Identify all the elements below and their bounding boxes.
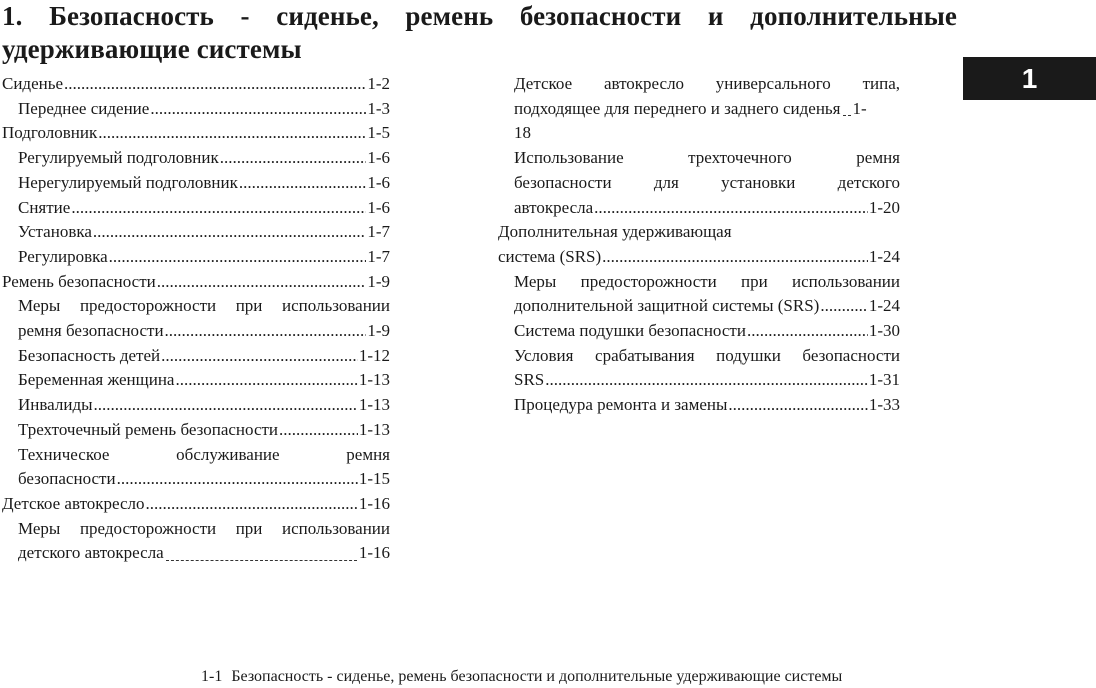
page-footer	[201, 666, 842, 688]
toc-entry-label: Трехточечный ремень безопасности	[18, 419, 279, 439]
toc-entry[interactable]	[2, 393, 390, 418]
toc-right-column	[498, 72, 900, 418]
toc-entry[interactable]	[2, 245, 390, 270]
toc-entry-page: 1-9	[367, 271, 390, 291]
toc-entry-label: автокресла	[514, 197, 594, 217]
toc-entry-page: 1-13	[358, 370, 390, 390]
toc-entry[interactable]	[2, 517, 390, 566]
toc-entry-line: Меры предосторожности при использовании	[514, 271, 900, 291]
toc-entry[interactable]	[498, 319, 900, 344]
toc-left-column	[2, 72, 390, 566]
toc-entry-line: Использование трехточечного ремня	[514, 148, 900, 168]
toc-entry[interactable]	[2, 270, 390, 295]
toc-entry[interactable]	[498, 270, 900, 319]
toc-entry-label: система (SRS)	[498, 246, 602, 266]
toc-entry-page: 1-6	[367, 197, 390, 217]
toc-entry[interactable]	[2, 492, 390, 517]
toc-entry[interactable]	[2, 443, 390, 492]
toc-entry-page: 1-7	[367, 246, 390, 266]
toc-entry-label: Инвалиды	[18, 395, 93, 415]
toc-entry[interactable]	[2, 418, 390, 443]
toc-entry-page: 1-6	[367, 172, 390, 192]
toc-entry-page-cont: 18	[514, 123, 531, 143]
footer-running-title: Безопасность - сиденье, ремень безопасности и дополнительные удерживающие системы	[231, 668, 843, 685]
toc-entry-line: Меры предосторожности при использовании	[18, 518, 390, 538]
toc-entry[interactable]	[2, 220, 390, 245]
toc-entry-label: подходящее для переднего и заднего сиденья	[514, 98, 841, 118]
toc-entry-label: Регулируемый подголовник	[18, 148, 219, 168]
toc-entry-page: 1-7	[367, 222, 390, 242]
toc-entry-label: безопасности	[18, 469, 116, 489]
toc-entry[interactable]	[2, 171, 390, 196]
toc-entry[interactable]	[2, 294, 390, 343]
toc-entry[interactable]	[2, 344, 390, 369]
toc-entry-label: Снятие	[18, 197, 71, 217]
toc-entry-label: Беременная женщина	[18, 370, 175, 390]
toc-entry[interactable]	[2, 196, 390, 221]
toc-entry[interactable]	[2, 97, 390, 122]
toc-entry-line: Детское автокресло универсального типа,	[514, 74, 900, 93]
toc-entry-line: Меры предосторожности при использовании	[18, 296, 390, 316]
toc-entry-line: Условия срабатывания подушки безопасности	[514, 345, 900, 365]
toc-entry-page: 1-13	[358, 395, 390, 415]
toc-entry-label: Нерегулируемый подголовник	[18, 172, 238, 192]
toc-entry-page: 1-	[852, 98, 867, 118]
toc-entry-page: 1-6	[367, 148, 390, 168]
toc-entry[interactable]	[2, 368, 390, 393]
toc-entry-page: 1-31	[868, 370, 900, 390]
toc-entry-label: Система подушки безопасности	[514, 321, 746, 341]
toc-entry-label: SRS	[514, 370, 545, 390]
toc-entry-label: детского автокресла	[18, 543, 164, 563]
toc-entry-label: Сиденье	[2, 74, 64, 93]
toc-entry-page: 1-15	[358, 469, 390, 489]
toc-entry-page: 1-24	[868, 246, 900, 266]
toc-entry-page: 1-5	[367, 123, 390, 143]
toc-entry[interactable]	[498, 146, 900, 220]
toc-entry-label: Ремень безопасности	[2, 271, 156, 291]
toc-entry-label: Регулировка	[18, 246, 108, 266]
toc-entry-line: Техническое обслуживание ремня	[18, 444, 390, 464]
toc-entry-label: ремня безопасности	[18, 321, 164, 341]
toc-entry-page: 1-13	[358, 419, 390, 439]
toc-entry-page: 1-16	[358, 493, 390, 513]
toc-entry-page: 1-20	[868, 197, 900, 217]
toc-entry-page: 1-2	[367, 74, 390, 93]
toc-entry-page: 1-24	[868, 296, 900, 316]
toc-entry-label: Безопасность детей	[18, 345, 161, 365]
toc-entry-page: 1-12	[358, 345, 390, 365]
toc-entry-page: 1-16	[358, 543, 390, 563]
toc-entry[interactable]	[498, 72, 900, 146]
toc-entry-line: Дополнительная удерживающая	[498, 222, 732, 242]
toc-entry-label: Переднее сидение	[18, 98, 150, 118]
toc-entry[interactable]	[498, 220, 900, 269]
footer-page-number: 1-1	[201, 668, 223, 685]
toc-entry-line: безопасности для установки детского	[514, 172, 900, 192]
toc-entry-page: 1-30	[868, 321, 900, 341]
toc-entry-label: Подголовник	[2, 123, 98, 143]
toc-entry[interactable]	[498, 344, 900, 393]
toc-entry-label: Детское автокресло	[2, 493, 145, 513]
page-title: 1. Безопасность - сиденье, ремень безопасности и дополнительные удерживающие системы	[2, 1, 957, 64]
toc-entry-label: дополнительной защитной системы (SRS)	[514, 296, 820, 316]
toc-entry-label: Процедура ремонта и замены	[514, 395, 728, 415]
chapter-tab[interactable]: 1	[963, 57, 1096, 100]
toc-entry-page: 1-9	[367, 321, 390, 341]
toc-entry[interactable]	[2, 72, 390, 97]
toc-entry[interactable]	[2, 146, 390, 171]
toc-entry[interactable]	[2, 121, 390, 146]
toc-entry[interactable]	[498, 393, 900, 418]
toc-entry-page: 1-3	[367, 98, 390, 118]
toc-entry-label: Установка	[18, 222, 92, 242]
toc-entry-page: 1-33	[868, 395, 900, 415]
